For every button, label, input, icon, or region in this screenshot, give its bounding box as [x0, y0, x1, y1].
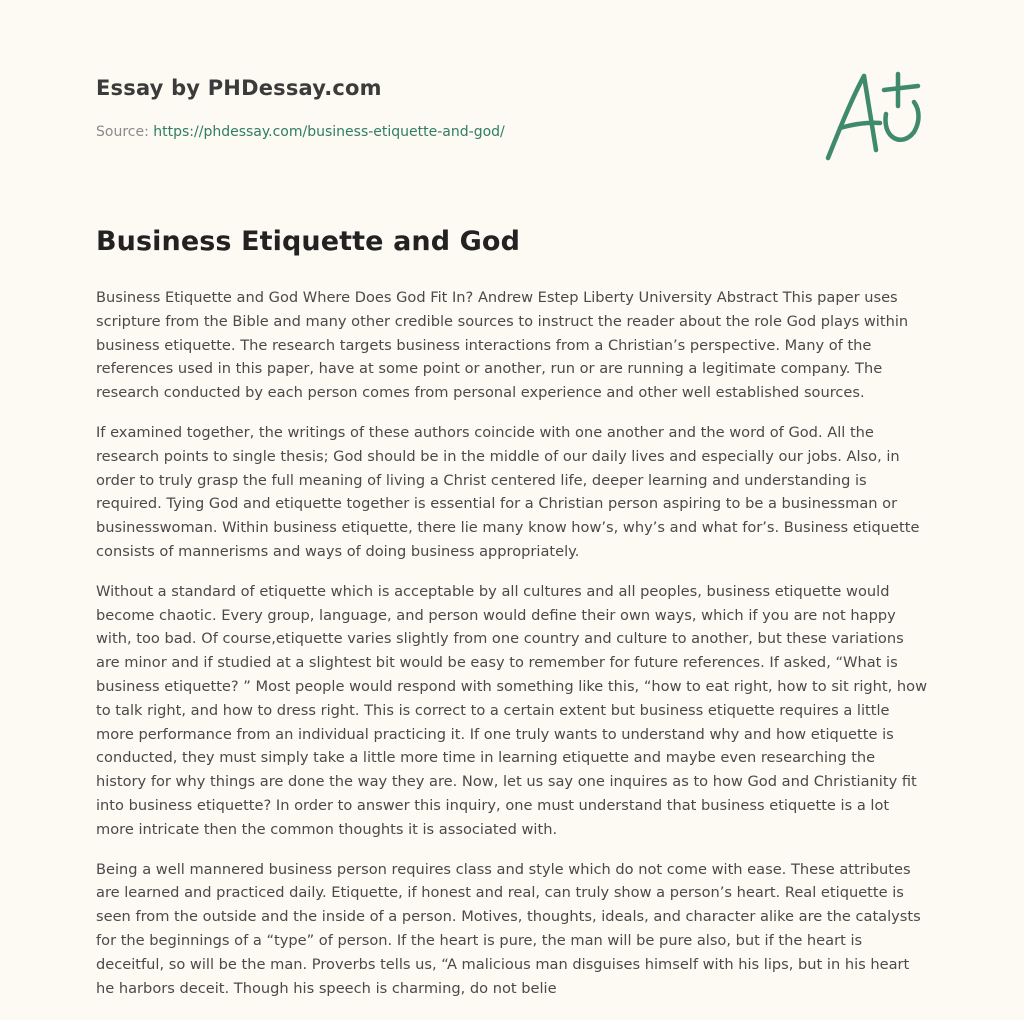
essay-title: Business Etiquette and God [96, 226, 521, 257]
essay-paragraph: Being a well mannered business person requires class and style which do not come with ease. These attributes are learned and practiced daily. Etiquette, if honest and real, can truly show a person’s heart. Real etiquette is seen from the outside and the inside of a person. Motives, thoughts, ideals, and character alike are the catalysts for the beginnings of a “type” of person. If the heart is pure, the man will be pure also, but if the heart is deceitful, so will be the man. Proverbs tells us, “A malicious man disguises himself with his lips, but in his heart he harbors deceit. Though his speech is charming, do not belie [96, 860, 921, 997]
essay-paragraph: Without a standard of etiquette which is acceptable by all cultures and all peoples, business etiquette would become chaotic. Every group, language, and person would define their own ways, which if you are not happy with, too bad. Of course,etiquette varies slightly from one country and culture to another, but these variations are minor and if studied at a slightest bit would be easy to remember for future references. If asked, “What is business etiquette? ” Most people would respond with something like this, “how to eat right, how to sit right, how to talk right, and how to dress right. This is correct to a certain extent but business etiquette requires a little more performance from an individual practicing it. If one truly wants to understand why and how etiquette is conducted, they must simply take a little more time in learning etiquette and maybe even researching the history for why things are done the way they are. Now, let us say one inquires as to how God and Christianity fit into business etiquette? In order to answer this inquiry, one must understand that business etiquette is a lot more intricate then the common thoughts it is associated with. [96, 582, 928, 838]
site-title: Essay by PHDessay.com [96, 76, 382, 100]
a-plus-logo-icon [818, 66, 930, 166]
source-link[interactable]: https://phdessay.com/business-etiquette-and-god/ [153, 124, 505, 140]
source-label: Source: [96, 124, 154, 140]
essay-body [96, 286, 928, 1016]
source-line [96, 124, 505, 140]
essay-paragraph: Business Etiquette and God Where Does God Fit In? Andrew Estep Liberty University Abstract This paper uses scripture from the Bible and many other credible sources to instruct the reader about the role God plays within business etiquette. The research targets business interactions from a Christian’s perspective. Many of the references used in this paper, have at some point or another, run or are running a legitimate company. The research conducted by each person comes from personal experience and other well established sources. [96, 289, 909, 402]
essay-paragraph: If examined together, the writings of these authors coincide with one another and the word of God. All the research points to single thesis; God should be in the middle of our daily lives and especially our jobs. Also, in order to truly grasp the full meaning of living a Christ centered life, deeper learning and understanding is required. Tying God and etiquette together is essential for a Christian person aspiring to be a businessman or businesswoman. Within business etiquette, there lie many know how’s, why’s and what for’s. Business etiquette consists of mannerisms and ways of doing business appropriately. [96, 423, 920, 560]
